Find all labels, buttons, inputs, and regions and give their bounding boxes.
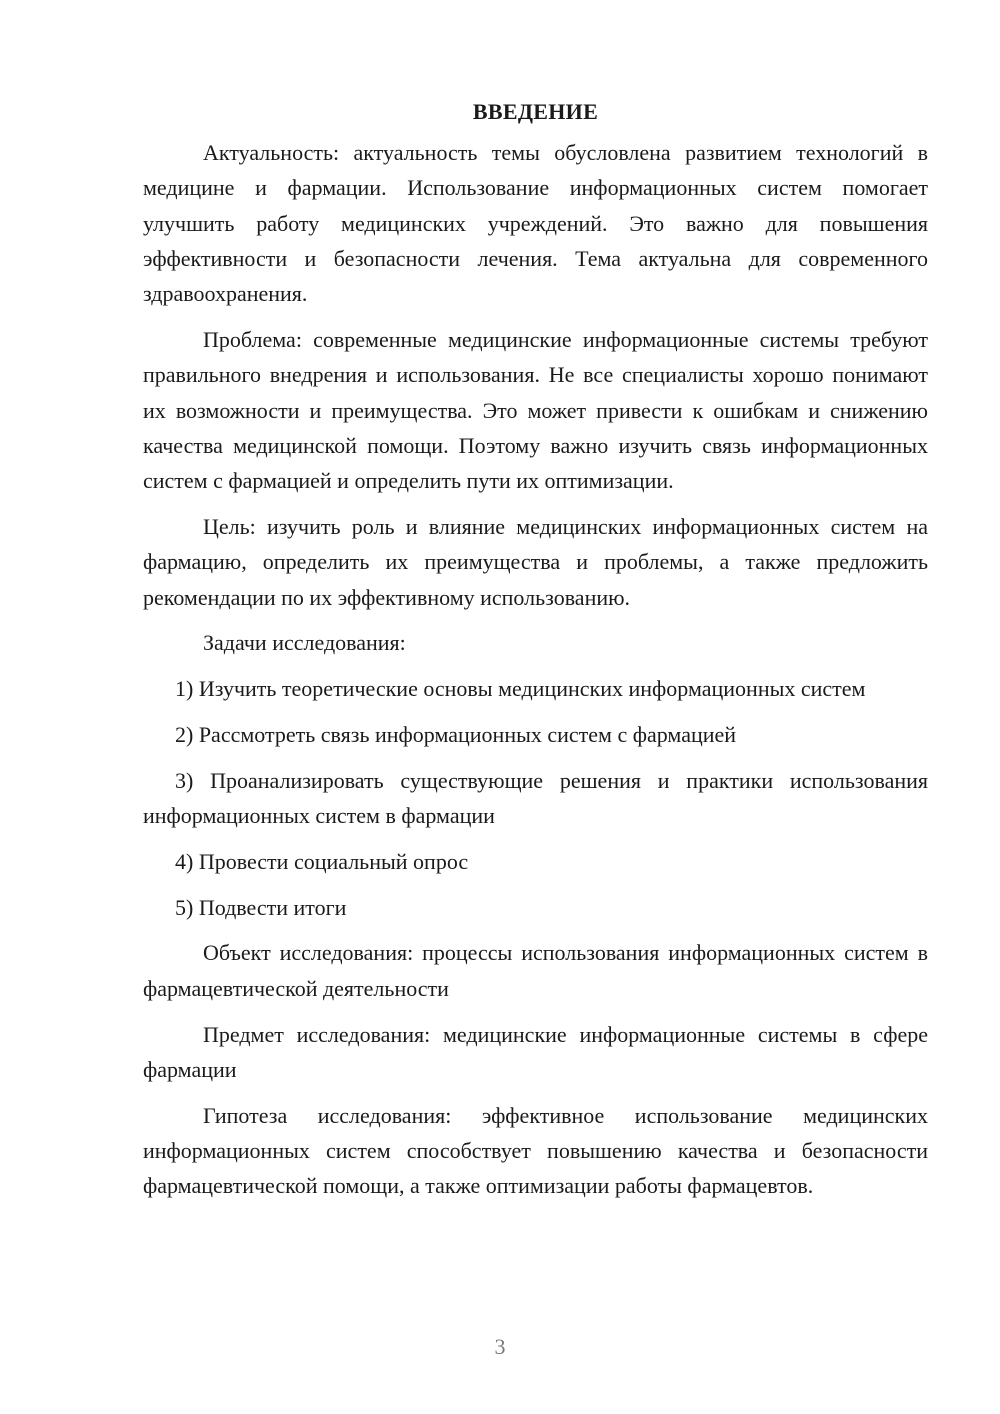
tasks-heading: Задачи исследования: <box>203 630 406 656</box>
task-item-5: 5) Подвести итоги <box>175 894 347 920</box>
goal-paragraph: Цель: изучить роль и влияние медицинских информационных систем на фармацию, определить их преимущества и проблемы, а также предложить рекомендации по их эффективному использованию. <box>143 513 928 610</box>
relevance-paragraph: Актуальность: актуальность темы обусловлена развитием технологий в медицине и фармации. Использование информационных систем помогает улучшить работу медицинских учреждений. Это важно для повышения эффективности и безопасности лечения. Тема актуальна для современного здравоохранения. <box>143 140 928 307</box>
page-title: ВВЕДЕНИЕ <box>472 99 599 124</box>
page-content <box>143 94 928 1214</box>
page-number: 3 <box>494 1334 506 1359</box>
task-item-2: 2) Рассмотреть связь информационных систем с фармацией <box>175 721 737 747</box>
problem-paragraph: Проблема: современные медицинские информационные системы требуют правильного внедрения и использования. Не все специалисты хорошо понимают их возможности и преимущества. Это может привести к ошибкам и снижению качества медицинской помощи. Поэтому важно изучить связь информационных систем с фармацией и определить пути их оптимизации. <box>143 326 928 494</box>
subject-paragraph: Предмет исследования: медицинские информационные системы в сфере фармации <box>143 1021 928 1082</box>
tasks-list <box>143 671 928 925</box>
task-item-1: 1) Изучить теоретические основы медицинских информационных систем <box>175 676 866 702</box>
task-item-4: 4) Провести социальный опрос <box>175 848 469 874</box>
object-paragraph: Объект исследования: процессы использования информационных систем в фармацевтической деятельности <box>143 940 928 1001</box>
hypothesis-paragraph: Гипотеза исследования: эффективное использование медицинских информационных систем способствует повышению качества и безопасности фармацевтической помощи, а также оптимизации работы фармацевтов. <box>143 1102 928 1199</box>
task-item-3: 3) Проанализировать существующие решения и практики использования информационных систем в фармации <box>143 767 928 829</box>
